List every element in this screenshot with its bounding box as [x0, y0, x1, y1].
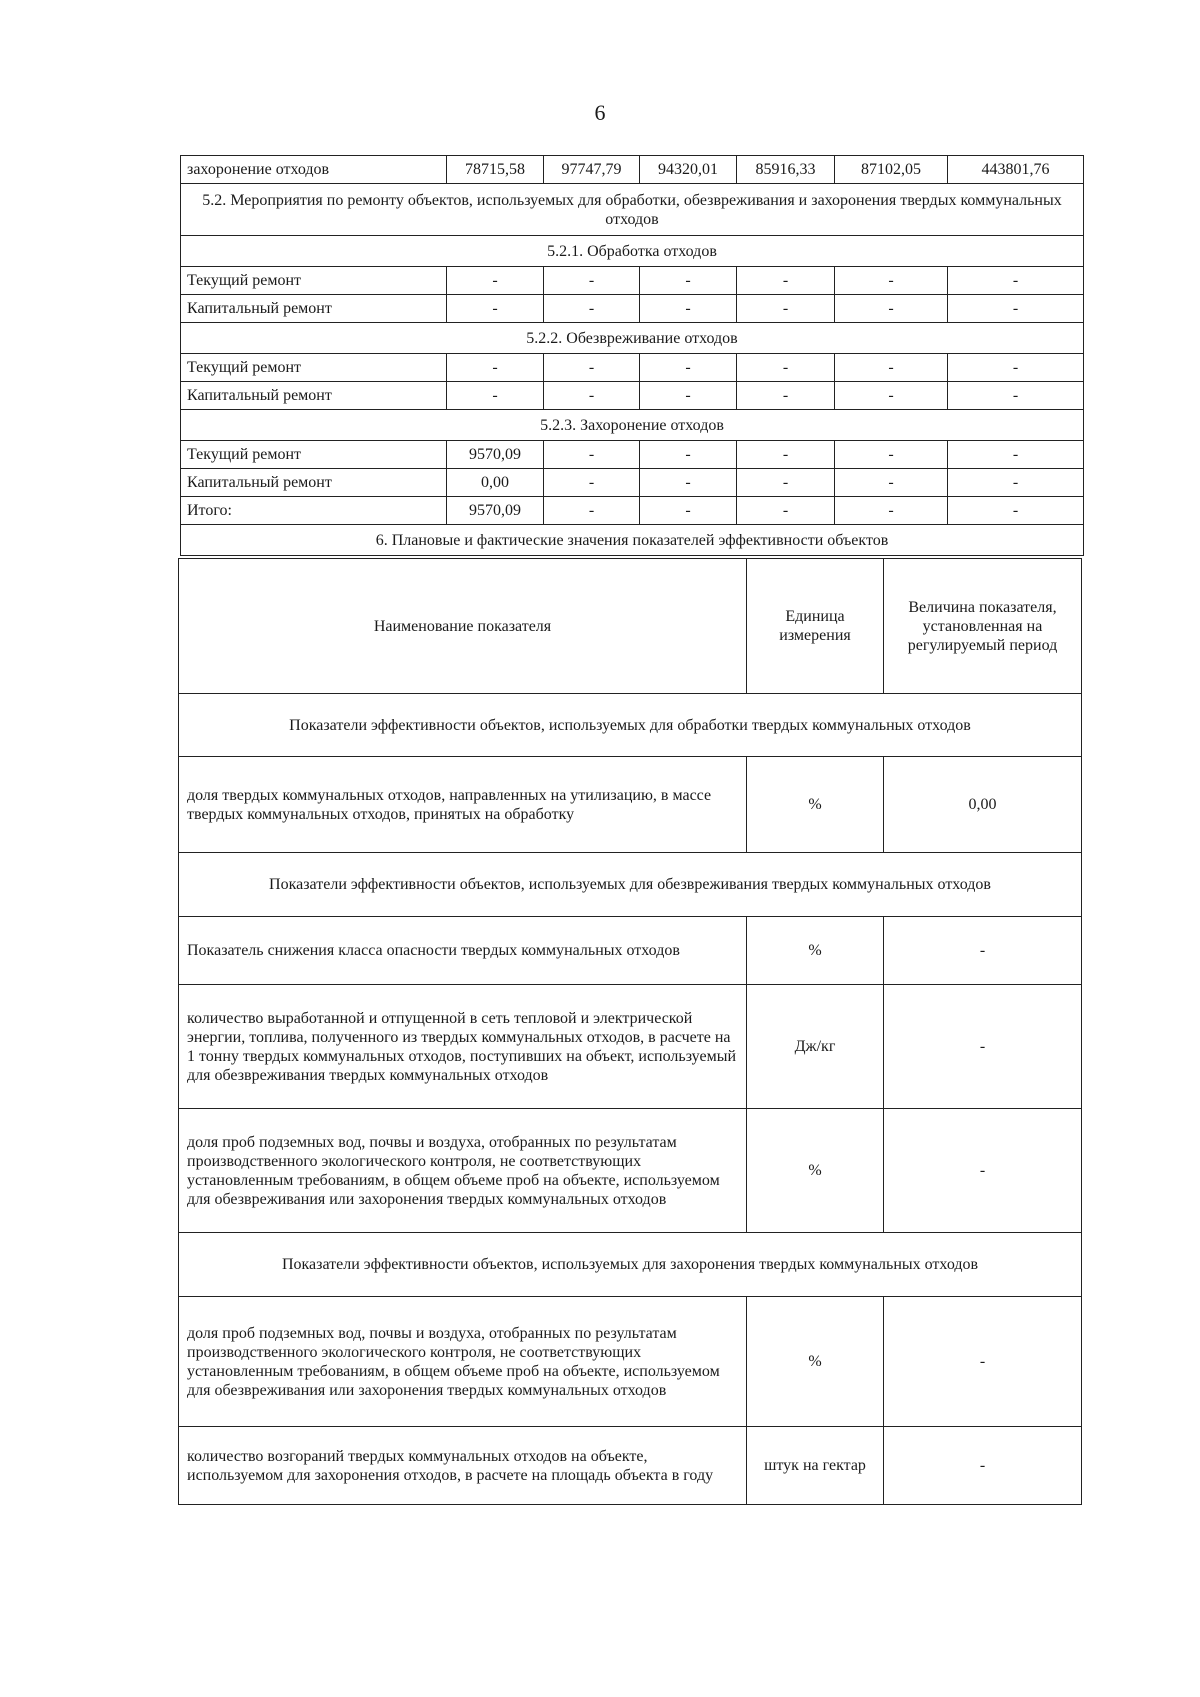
row-label: Капитальный ремонт — [181, 382, 447, 410]
section-header-row — [181, 184, 1084, 236]
row-label: Капитальный ремонт — [181, 295, 447, 323]
indicator-unit: Дж/кг — [747, 985, 884, 1109]
header-row — [179, 559, 1082, 694]
section-title: 5.2. Мероприятия по ремонту объектов, используемых для обработки, обезвреживания и захоронения твердых коммунальных отходов — [181, 184, 1084, 236]
cell-value: - — [835, 382, 948, 410]
table-row — [179, 985, 1082, 1109]
cell-value: - — [835, 497, 948, 525]
indicator-name: доля твердых коммунальных отходов, направленных на утилизацию, в массе твердых коммунальных отходов, принятых на обработку — [179, 757, 747, 853]
cell-value: - — [737, 295, 835, 323]
indicator-name: Показатель снижения класса опасности твердых коммунальных отходов — [179, 917, 747, 985]
subsection-title: 5.2.1. Обработка отходов — [181, 236, 1084, 267]
cell-value: - — [544, 354, 640, 382]
group-title: Показатели эффективности объектов, используемых для захоронения твердых коммунальных отходов — [179, 1233, 1082, 1297]
cell-value: - — [835, 469, 948, 497]
indicator-unit: штук на гектар — [747, 1427, 884, 1505]
indicator-name: количество выработанной и отпущенной в сеть тепловой и электрической энергии, топлива, полученного из твердых коммунальных отходов, в расчете на 1 тонну твердых коммунальных отходов, поступивших на объект, используемый для обезвреживания твердых коммунальных отходов — [179, 985, 747, 1109]
cell-value: 94320,01 — [640, 156, 737, 184]
group-row — [179, 694, 1082, 757]
page-number: 6 — [594, 100, 606, 125]
cell-value: - — [948, 382, 1084, 410]
cell-value: 9570,09 — [447, 441, 544, 469]
cell-value: - — [948, 441, 1084, 469]
cell-value: - — [737, 267, 835, 295]
subsection-row — [181, 236, 1084, 267]
cell-value: 78715,58 — [447, 156, 544, 184]
row-label: захоронение отходов — [181, 156, 447, 184]
cell-value: - — [447, 382, 544, 410]
group-row — [179, 1233, 1082, 1297]
table-row — [179, 1297, 1082, 1427]
cell-value: - — [544, 267, 640, 295]
repair-costs-table — [180, 155, 1084, 556]
cell-value: - — [948, 267, 1084, 295]
table-row — [181, 267, 1084, 295]
table-row — [181, 382, 1084, 410]
group-title: Показатели эффективности объектов, используемых для обезвреживания твердых коммунальных отходов — [179, 853, 1082, 917]
group-row — [179, 853, 1082, 917]
section-title: 6. Плановые и фактические значения показателей эффективности объектов — [181, 525, 1084, 556]
cell-value: - — [544, 382, 640, 410]
table-row — [179, 757, 1082, 853]
cell-value: 9570,09 — [447, 497, 544, 525]
cell-value: - — [737, 382, 835, 410]
row-label: Итого: — [181, 497, 447, 525]
cell-value: 97747,79 — [544, 156, 640, 184]
cell-value: - — [948, 497, 1084, 525]
cell-value: 85916,33 — [737, 156, 835, 184]
header-name: Наименование показателя — [179, 559, 747, 694]
indicator-unit: % — [747, 917, 884, 985]
cell-value: - — [835, 267, 948, 295]
table-row — [181, 469, 1084, 497]
indicator-value: - — [884, 985, 1082, 1109]
cell-value: - — [640, 497, 737, 525]
cell-value: - — [640, 441, 737, 469]
indicator-unit: % — [747, 1109, 884, 1233]
indicator-value: - — [884, 1427, 1082, 1505]
cell-value: - — [737, 469, 835, 497]
subsection-row — [181, 323, 1084, 354]
indicator-name: количество возгораний твердых коммунальных отходов на объекте, используемом для захоронения отходов, в расчете на площадь объекта в году — [179, 1427, 747, 1505]
cell-value: - — [447, 267, 544, 295]
indicator-value: 0,00 — [884, 757, 1082, 853]
cell-value: - — [835, 354, 948, 382]
indicator-unit: % — [747, 757, 884, 853]
header-unit: Единица измерения — [747, 559, 884, 694]
row-label: Текущий ремонт — [181, 354, 447, 382]
table-row — [179, 1109, 1082, 1233]
table-row — [179, 917, 1082, 985]
subsection-row — [181, 410, 1084, 441]
cell-value: - — [640, 354, 737, 382]
cell-value: - — [544, 469, 640, 497]
cell-value: - — [835, 295, 948, 323]
row-label: Капитальный ремонт — [181, 469, 447, 497]
cell-value: - — [640, 267, 737, 295]
indicator-value: - — [884, 1109, 1082, 1233]
cell-value: - — [544, 295, 640, 323]
table-row — [181, 295, 1084, 323]
row-label: Текущий ремонт — [181, 441, 447, 469]
cell-value: - — [640, 469, 737, 497]
cell-value: - — [737, 354, 835, 382]
cell-value: - — [640, 382, 737, 410]
group-title: Показатели эффективности объектов, используемых для обработки твердых коммунальных отходов — [179, 694, 1082, 757]
cell-value: - — [835, 441, 948, 469]
subsection-title: 5.2.3. Захоронение отходов — [181, 410, 1084, 441]
cell-value: - — [640, 295, 737, 323]
indicator-unit: % — [747, 1297, 884, 1427]
table-row — [179, 1427, 1082, 1505]
indicators-table — [178, 558, 1082, 1505]
cell-value: - — [737, 441, 835, 469]
cell-value: - — [737, 497, 835, 525]
indicator-name: доля проб подземных вод, почвы и воздуха, отобранных по результатам производственного экологического контроля, не соответствующих установленным требованиям, в общем объеме проб на объекте, используемом для обезвреживания или захоронения твердых коммунальных отходов — [179, 1297, 747, 1427]
cell-value: - — [948, 354, 1084, 382]
cell-value: - — [948, 469, 1084, 497]
subsection-title: 5.2.2. Обезвреживание отходов — [181, 323, 1084, 354]
header-value: Величина показателя, установленная на регулируемый период — [884, 559, 1082, 694]
total-row — [181, 497, 1084, 525]
cell-value: - — [948, 295, 1084, 323]
table-row — [181, 156, 1084, 184]
section-header-row — [181, 525, 1084, 556]
indicator-name: доля проб подземных вод, почвы и воздуха, отобранных по результатам производственного экологического контроля, не соответствующих установленным требованиям, в общем объеме проб на объекте, используемом для обезвреживания или захоронения твердых коммунальных отходов — [179, 1109, 747, 1233]
cell-value: 443801,76 — [948, 156, 1084, 184]
table-row — [181, 354, 1084, 382]
cell-value: - — [447, 295, 544, 323]
cell-value: 87102,05 — [835, 156, 948, 184]
indicator-value: - — [884, 1297, 1082, 1427]
cell-value: - — [544, 441, 640, 469]
cell-value: - — [544, 497, 640, 525]
cell-value: - — [447, 354, 544, 382]
cell-value: 0,00 — [447, 469, 544, 497]
table-row — [181, 441, 1084, 469]
row-label: Текущий ремонт — [181, 267, 447, 295]
indicator-value: - — [884, 917, 1082, 985]
